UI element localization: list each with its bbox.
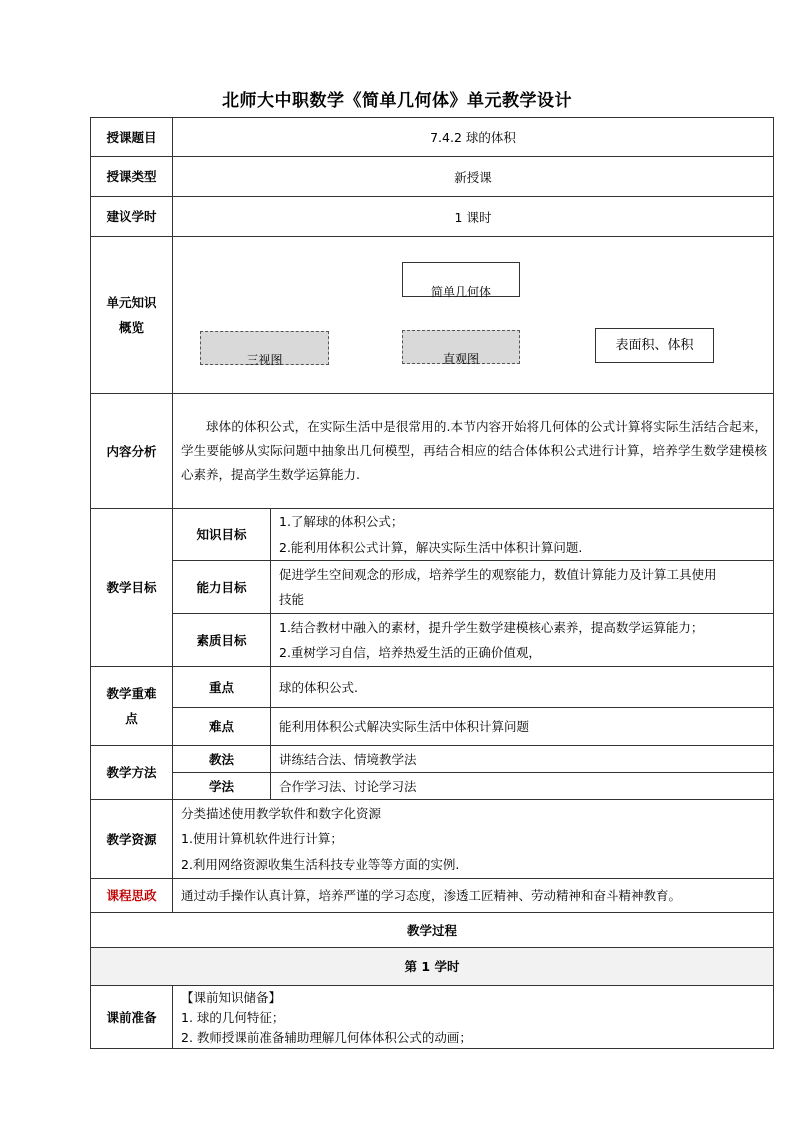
knowledge-overview-diagram (173, 237, 773, 393)
overview-label-line2: 概览 (118, 320, 144, 335)
prep-line2: 1. 球的几何特征； (181, 1009, 285, 1025)
teaching-process-heading: 教学过程 (91, 913, 774, 948)
resources-label: 教学资源 (91, 800, 173, 879)
resources-line2: 1.使用计算机软件进行计算； (181, 831, 343, 847)
ability-goal-text (271, 561, 774, 614)
type-value: 新授课 (173, 157, 774, 197)
hours-value: 1 课时 (173, 197, 774, 237)
box-surface-volume (595, 328, 714, 363)
knowledge-goal-label: 知识目标 (173, 509, 271, 561)
row-method-teach (91, 746, 774, 773)
topic-label: 授课题目 (91, 118, 173, 157)
prep-line3: 2. 教师授课前准备辅助理解几何体体积公式的动画； (181, 1029, 472, 1045)
key-point-label: 重点 (173, 667, 271, 708)
row-topic (91, 118, 774, 157)
overview-label (91, 237, 173, 394)
keypoints-label-line2: 点 (125, 711, 138, 726)
quality-goal-text (271, 614, 774, 667)
ability-goal-line1: 促进学生空间观念的形成，培养学生的观察能力，数值计算能力及计算工具使用 (279, 566, 717, 582)
overview-label-line1: 单元知识 (106, 295, 157, 310)
resources-line1: 分类描述使用教学软件和数字化资源 (181, 805, 382, 821)
prep-text (173, 986, 774, 1049)
lesson-plan-table (90, 117, 774, 1049)
methods-label: 教学方法 (91, 746, 173, 800)
box-surface-volume-label: 表面积、体积 (615, 337, 694, 353)
learning-method-label: 学法 (173, 773, 271, 800)
keypoints-label-line1: 教学重难 (106, 686, 157, 701)
resources-text (173, 800, 774, 879)
box-simple-solids-label: 简单几何体 (430, 285, 491, 298)
ability-goal-line2: 技能 (279, 592, 305, 607)
goals-label: 教学目标 (91, 509, 173, 667)
prep-label: 课前准备 (91, 986, 173, 1049)
row-resources (91, 800, 774, 879)
overview-diagram-cell (173, 237, 774, 394)
hours-label: 建议学时 (91, 197, 173, 237)
knowledge-goal-line1: 1.了解球的体积公式； (279, 514, 404, 529)
keypoints-label (91, 667, 173, 746)
knowledge-goal-line2: 2.能利用体积公式计算，解决实际生活中体积计算问题. (279, 539, 583, 555)
row-goal-ability (91, 561, 774, 614)
row-goal-knowledge (91, 509, 774, 561)
difficult-point-value: 能利用体积公式解决实际生活中体积计算问题 (271, 708, 774, 746)
teaching-method-value: 讲练结合法、情境教学法 (271, 746, 774, 773)
box-three-views-label: 三视图 (246, 353, 283, 366)
box-three-views (200, 331, 329, 365)
box-simple-solids (402, 262, 520, 297)
learning-method-value: 合作学习法、讨论学习法 (271, 773, 774, 800)
ability-goal-label: 能力目标 (173, 561, 271, 614)
topic-value: 7.4.2 球的体积 (173, 118, 774, 157)
row-period-heading (91, 948, 774, 986)
row-process-heading (91, 913, 774, 948)
difficult-point-label: 难点 (173, 708, 271, 746)
analysis-text: 球体的体积公式，在实际生活中是很常用的.本节内容开始将几何体的公式计算将实际生活结合起来，学生要能够从实际问题中抽象出几何模型，再结合相应的结合体体积公式进行计算，培养学生数学建模核心素养，提高学生数学运算能力. (173, 394, 774, 509)
box-intuitive-view (402, 330, 520, 364)
teaching-method-label: 教法 (173, 746, 271, 773)
row-analysis (91, 394, 774, 509)
key-point-value: 球的体积公式. (271, 667, 774, 708)
ideology-label: 课程思政 (91, 879, 173, 913)
type-label: 授课类型 (91, 157, 173, 197)
row-overview (91, 237, 774, 394)
quality-goal-line2: 2.重树学习自信，培养热爱生活的正确价值观， (279, 645, 541, 660)
row-difficult (91, 708, 774, 746)
quality-goal-line1: 1.结合教材中融入的素材，提升学生数学建模核心素养，提高数学运算能力； (279, 619, 704, 635)
knowledge-goal-text (271, 509, 774, 561)
row-keypoint (91, 667, 774, 708)
analysis-label: 内容分析 (91, 394, 173, 509)
row-prep (91, 986, 774, 1049)
box-intuitive-view-label: 直观图 (442, 352, 479, 365)
ideology-value: 通过动手操作认真计算，培养严谨的学习态度，渗透工匠精神、劳动精神和奋斗精神教育。 (173, 879, 774, 913)
quality-goal-label: 素质目标 (173, 614, 271, 667)
resources-line3: 2.利用网络资源收集生活科技专业等等方面的实例. (181, 856, 460, 872)
document-title: 北师大中职数学《简单几何体》单元教学设计 (222, 91, 572, 111)
period-heading: 第 1 学时 (91, 948, 774, 986)
row-hours (91, 197, 774, 237)
prep-line1: 【课前知识储备】 (181, 989, 282, 1005)
row-type (91, 157, 774, 197)
row-ideology (91, 879, 774, 913)
row-method-learn (91, 773, 774, 800)
row-goal-quality (91, 614, 774, 667)
